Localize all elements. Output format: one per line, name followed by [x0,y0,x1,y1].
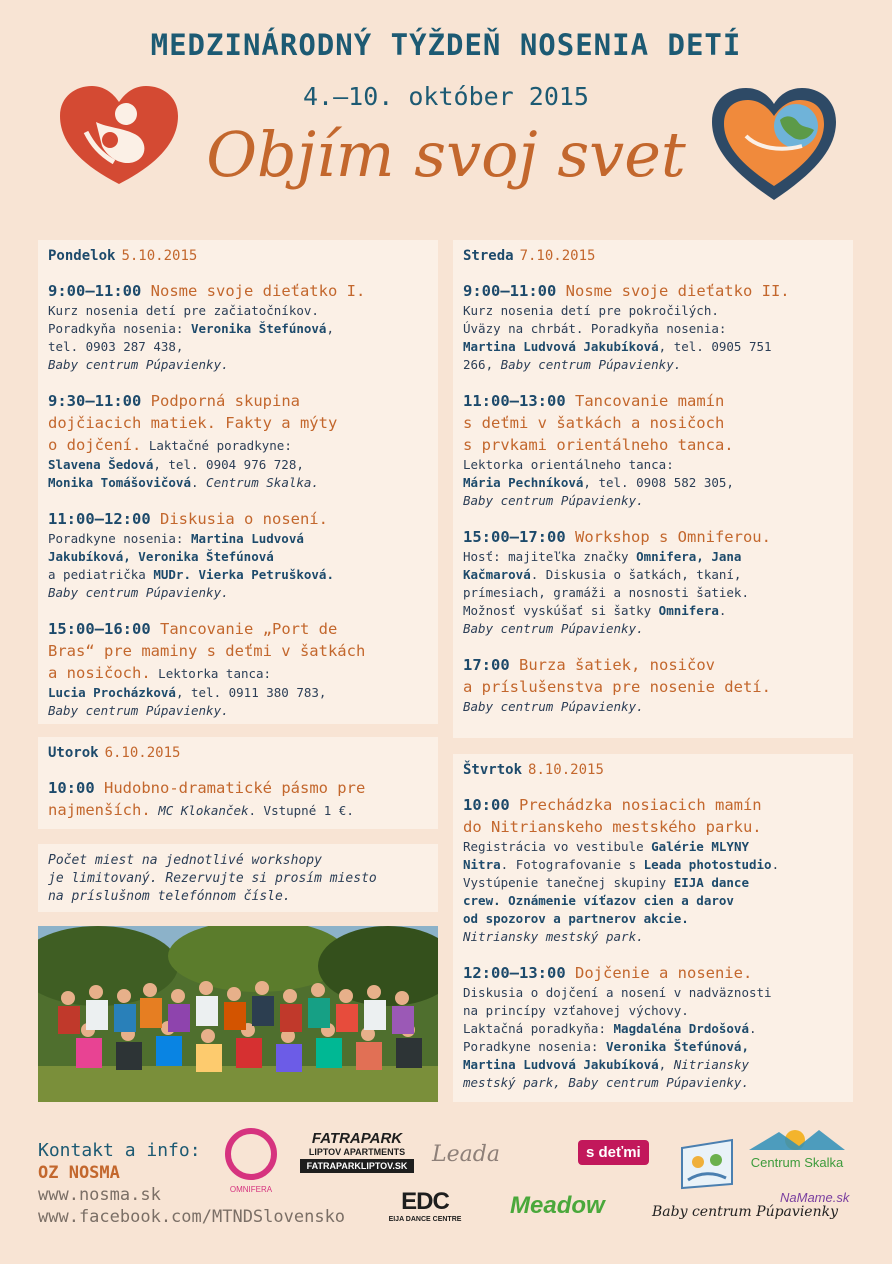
event-text: Lektorka orientálneho tanca: [463,457,674,472]
contact-block [38,1140,345,1228]
event-wednesday-4 [463,654,843,716]
edc-logo [384,1188,466,1223]
event-time: 9:00–11:00 [48,282,142,300]
person-name: Slavena Šedová [48,457,154,472]
centrum-skalka-label: Centrum Skalka [750,1155,844,1170]
event-text: , [658,1057,674,1072]
omnifera-logo [220,1126,282,1194]
event-title: o dojčení. [48,436,142,454]
event-title: a nosičoch. [48,664,151,682]
event-text: Poradkyne nosenia: [463,1039,606,1054]
day-name: Streda [463,248,514,264]
sdetmi-logo: s deťmi [578,1140,649,1165]
event-thursday-2 [463,962,843,1092]
day-date: 5.10.2015 [121,248,198,264]
event-time: 10:00 [48,779,95,797]
event-text: na princípy vzťahovej výchovy. [463,1003,689,1018]
event-text: . [771,857,780,872]
person-name: Martina Ludvová Jakubíková [463,1057,659,1072]
person-name: Veronika Štefúnová, [606,1039,749,1054]
event-title: Bras“ pre maminy s deťmi v šatkách [48,642,366,660]
venue-name: Galérie MLYNY [651,839,749,854]
contact-label: Kontakt a info: [38,1140,201,1161]
event-title: Diskusia o nosení. [160,510,328,528]
event-time: 17:00 [463,656,510,674]
event-text: . [191,475,199,490]
day-name: Pondelok [48,248,116,264]
event-time: 9:00–11:00 [463,282,557,300]
event-text: crew. Oznámenie víťazov cien a darov [463,893,734,908]
event-text: prímesiach, gramáži a nosnosti šatiek. [463,585,749,600]
event-place: Centrum Skalka. [198,475,319,490]
event-title: dojčiacich matiek. Fakty a mýty [48,414,338,432]
event-place: Baby centrum Púpavienky. [500,357,682,372]
day-date: 6.10.2015 [104,745,181,761]
event-text: Laktačné poradkyne: [141,438,292,453]
day-name: Utorok [48,745,99,761]
person-name: MUDr. Vierka Petrušková. [153,567,334,582]
event-title: Dojčenie a nosenie. [575,964,753,982]
event-text: od spozorov a partnerov akcie. [463,911,689,926]
tuesday-box [38,737,438,829]
event-title: Nosme svoje dieťatko I. [150,282,366,300]
materske-centrum-logo-icon [676,1128,738,1194]
person-name: Martina Ludvová Jakubíková [463,339,659,354]
note-text: Počet miest na jednotlivé workshopy [48,853,322,868]
event-time: 11:00–12:00 [48,510,151,528]
event-title: Tancovanie mamín [575,392,725,410]
event-time: 15:00–16:00 [48,620,151,638]
person-name: Omnifera, Jana [636,549,742,564]
website-link[interactable]: www.nosma.sk [38,1185,161,1205]
event-title: Prechádzka nosiacich mamín [519,796,762,814]
event-title: s prvkami orientálneho tanca. [463,436,734,454]
phone-number: , tel. 0905 751 [658,339,772,354]
event-place: MC Klokanček [158,803,249,818]
person-name: Mária Pechníková [463,475,584,490]
event-wednesday-3 [463,526,843,638]
event-time: 15:00–17:00 [463,528,566,546]
event-title: najmenších. [48,801,151,819]
venue-name: Nitra [463,857,501,872]
day-name: Štvrtok [463,762,523,778]
poster-title: MEDZINÁRODNÝ TÝŽDEŇ NOSENIA DETÍ [150,28,742,62]
event-text: Poradkyňa nosenia: [48,321,191,336]
event-thursday-1 [463,794,843,946]
edc-subtitle: EIJA DANCE CENTRE [388,1216,462,1223]
fatrapark-sub: LIPTOV APARTMENTS [308,1147,406,1157]
event-time: 11:00–13:00 [463,392,566,410]
day-heading-monday [48,248,428,264]
event-monday-2 [48,390,428,492]
heart-globe-logo-icon [710,86,838,204]
event-text: Možnosť vyskúšať si šatky [463,603,659,618]
event-title: Hudobno-dramatické pásmo pre [104,779,366,797]
event-time: 10:00 [463,796,510,814]
fatrapark-title: FATRAPARK [311,1130,403,1147]
event-title: Workshop s Omniferou. [575,528,771,546]
event-wednesday-2 [463,390,843,510]
event-title: a príslušenstva pre nosenie detí. [463,678,771,696]
day-heading-wednesday [463,248,843,264]
phone-number: , tel. 0911 380 783, [175,685,327,700]
event-monday-4 [48,618,428,720]
event-tuesday-1 [48,777,428,821]
person-name: Martina Ludvová [191,531,304,546]
event-text: . [748,1021,757,1036]
event-title: Nosme svoje dieťatko II. [565,282,790,300]
event-dates: 4.–10. október 2015 [303,82,589,111]
event-text: Registrácia vo vestibule [463,839,652,854]
day-date: 7.10.2015 [519,248,596,264]
group-photo [38,926,438,1102]
event-text: Kurz nosenia detí pre začiatočníkov. [48,303,319,318]
event-title: Burza šatiek, nosičov [519,656,715,674]
person-name: Lucia Procházková [48,685,176,700]
namame-logo: NaMame.sk [780,1190,850,1205]
omnifera-ring-icon [223,1126,279,1182]
organization-name: OZ NOSMA [38,1163,120,1183]
person-name: Kačmarová [463,567,531,582]
event-place: Nitriansky [673,1057,749,1072]
brand-name: Leada photostudio [643,857,772,872]
mountain-sun-icon [749,1126,845,1150]
phone-number: , tel. 0904 976 728, [153,457,304,472]
event-title: Podporná skupina [150,392,300,410]
event-time: 12:00–13:00 [463,964,566,982]
event-text: a pediatrička [48,567,154,582]
event-place: Baby centrum Púpavienky. [463,493,644,508]
event-text: Hosť: majiteľka značky [463,549,637,564]
edc-title: EDC [401,1188,449,1215]
leada-logo: Leada [432,1142,500,1167]
event-title: Tancovanie „Port de [160,620,338,638]
fatrapark-logo [300,1130,414,1173]
event-text: , [326,321,334,336]
person-name: Jakubíková, Veronika Štefúnová [48,549,274,564]
monday-box [38,240,438,724]
slogan: Objím svoj svet [206,118,686,191]
event-place: Baby centrum Púpavienky. [463,621,644,636]
event-monday-3 [48,508,428,602]
event-text: Kurz nosenia detí pre pokročilých. [463,303,719,318]
mother-child-logo-icon [56,84,182,188]
event-text: Vystúpenie tanečnej skupiny [463,875,674,890]
brand-name: Omnifera [658,603,719,618]
day-heading-thursday [463,762,843,778]
event-text: Úväzy na chrbát. Poradkyňa nosenia: [463,321,727,336]
wednesday-box [453,240,853,738]
centrum-skalka-logo [748,1126,846,1170]
event-place: Baby centrum Púpavienky. [48,703,229,718]
event-time: 9:30–11:00 [48,392,142,410]
event-text: . [718,603,727,618]
phone-number: tel. 0903 287 438, [48,339,184,354]
reservation-note [38,844,438,912]
day-date: 8.10.2015 [528,762,604,778]
fatrapark-url: FATRAPARKLIPTOV.SK [300,1159,414,1173]
person-name: Veronika Štefúnová [191,321,327,336]
event-text: Poradkyne nosenia: [48,531,191,546]
baby-centrum-logo: Baby centrum Púpavienky [652,1204,838,1220]
phone-number: 266, [463,357,501,372]
event-text: Diskusia o dojčení a nosení v nadväznosti [463,985,772,1000]
event-place: Nitriansky mestský park. [463,929,644,944]
omnifera-label: OMNIFERA [229,1185,273,1194]
note-text: na príslušnom telefónnom čísle. [48,889,291,904]
event-text: Lektorka tanca: [150,666,272,681]
person-name: Magdaléna Drdošová [613,1021,749,1036]
person-name: Monika Tomášovičová [48,475,191,490]
event-place: mestský park, Baby centrum Púpavienky. [463,1075,749,1090]
event-monday-1 [48,280,428,374]
note-text: je limitovaný. Rezervujte si prosím miesto [48,871,377,886]
event-title: do Nitrianskeho mestského parku. [463,818,762,836]
event-place: Baby centrum Púpavienky. [463,699,644,714]
event-text: Laktačná poradkyňa: [463,1021,614,1036]
thursday-box [453,754,853,1102]
event-place: Baby centrum Púpavienky. [48,357,229,372]
brand-name: EIJA dance [673,875,749,890]
event-title: s deťmi v šatkách a nosičoch [463,414,725,432]
day-heading-tuesday [48,745,428,761]
event-text: . Diskusia o šatkách, tkaní, [530,567,742,582]
phone-number: , tel. 0908 582 305, [583,475,734,490]
event-text: . Vstupné 1 €. [248,803,354,818]
event-text: . Fotografovanie s [500,857,644,872]
facebook-link[interactable]: www.facebook.com/MTNDSlovensko [38,1207,346,1227]
event-place: Baby centrum Púpavienky. [48,585,229,600]
meadow-logo: Meadow [510,1192,605,1219]
event-wednesday-1 [463,280,843,374]
